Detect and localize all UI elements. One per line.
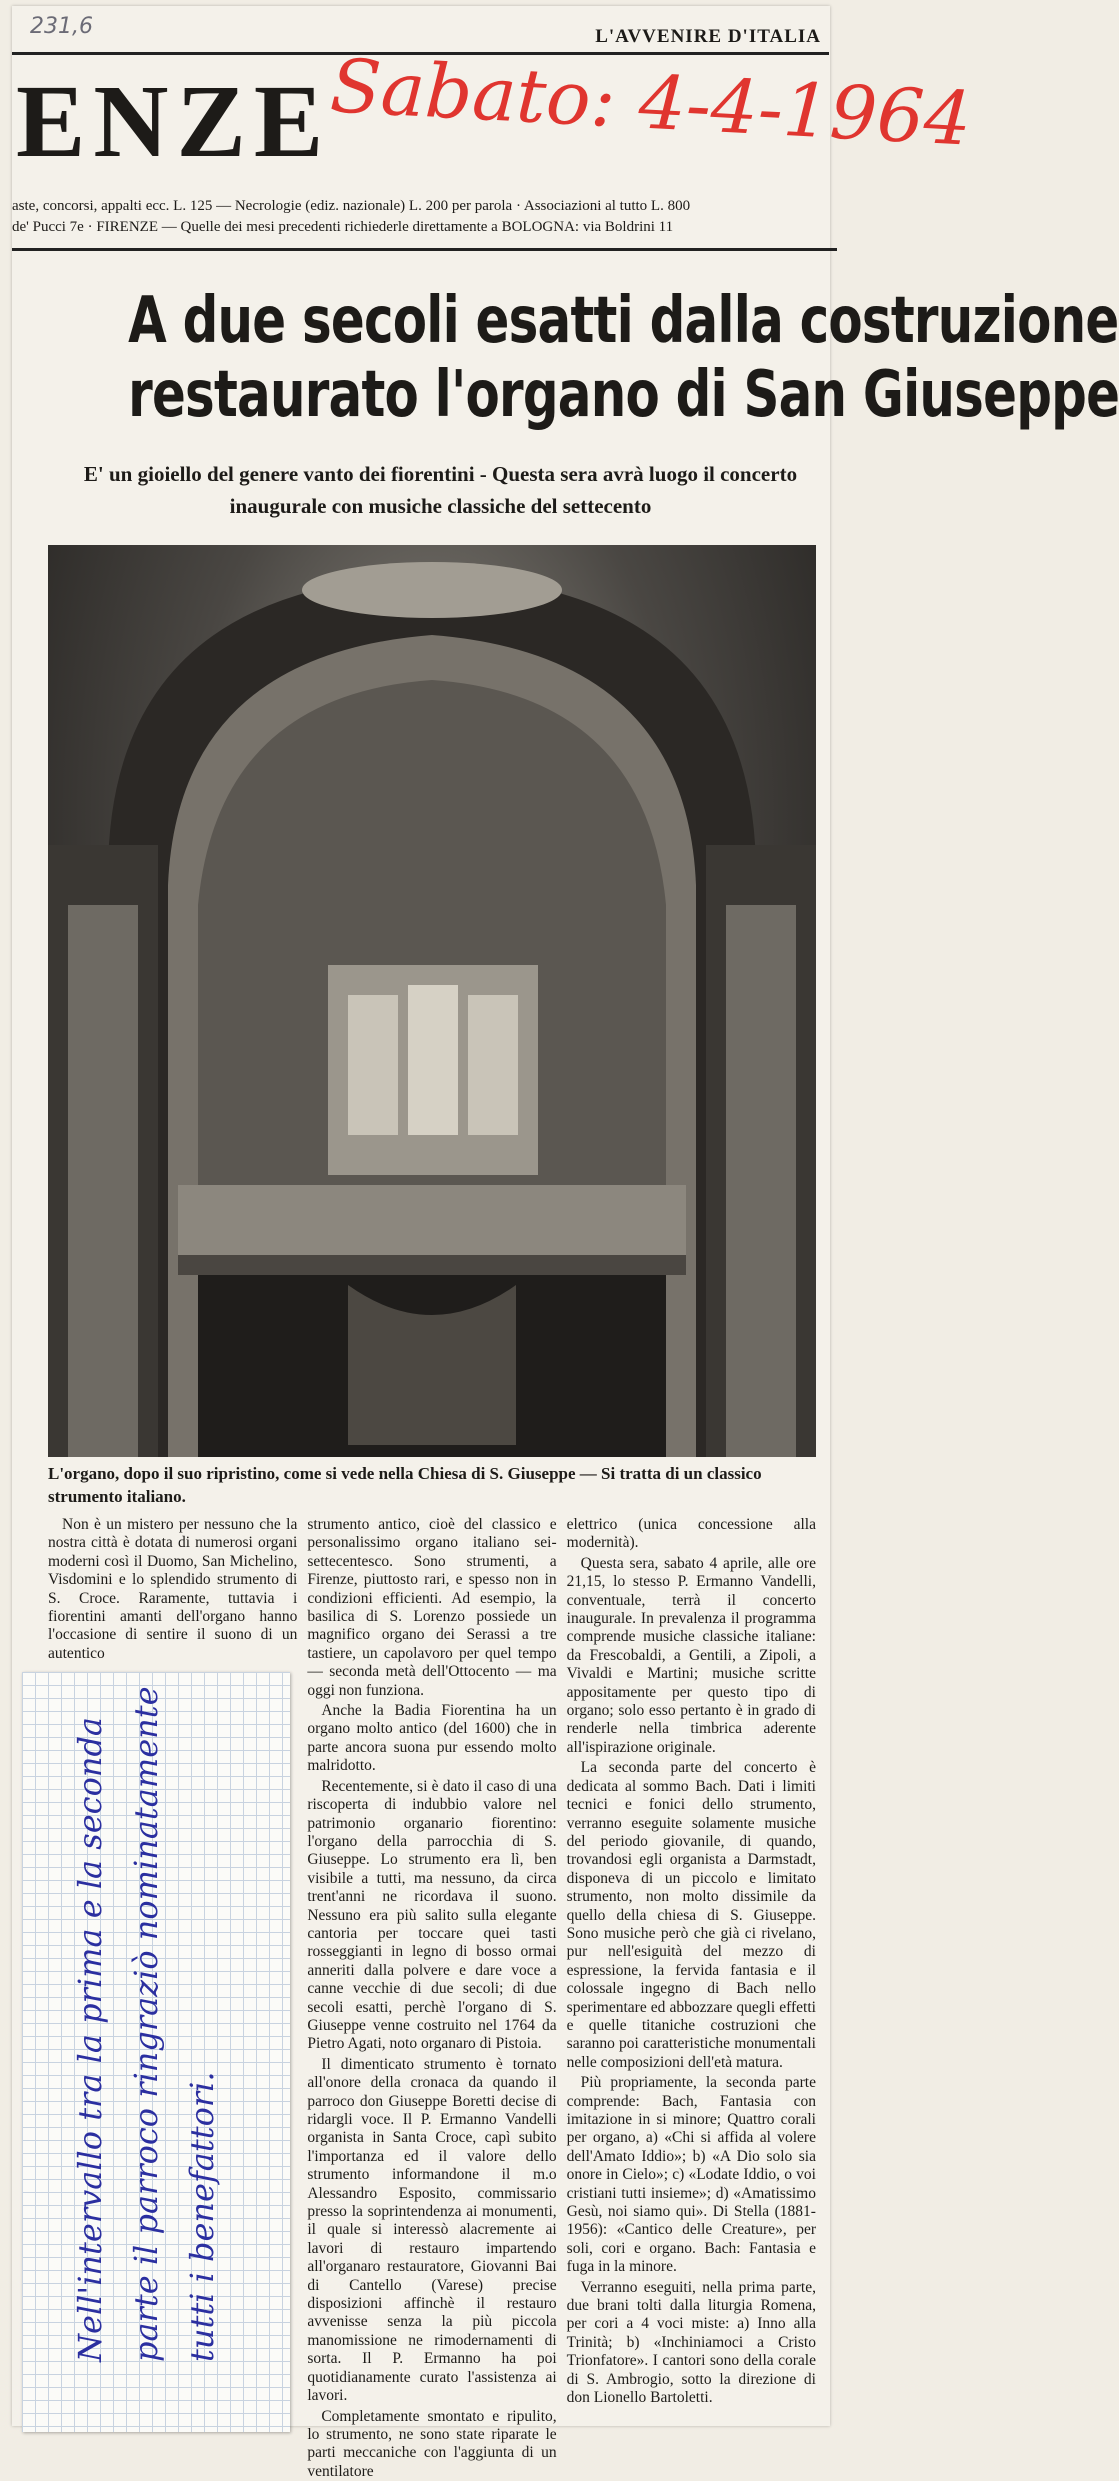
section-rule [12,248,837,251]
paragraph: Non è un mistero per nessuno che la nostra città è dotata di numerosi organi moderni così il Duomo, San Michelino, Visdomini e lo splendido strumento di S. Croce. Raramente, tuttavia i fiorentini amanti dell'organo hanno l'occasione di sentire il suono di un autentico [48,1516,297,1663]
headline [128,284,753,432]
paragraph: Più propriamente, la seconda parte comprende: Bach, Fantasia con imitazione in si minore; Quattro corali per organo, a) «Chi si affida al volere dell'Amato Iddio»; b) «A Dio solo sia onore in Cielo»; c) «Lodate Iddio, o voi cristiani tutti insieme»; d) «Amatissimo Gesù, noi siamo qui». Di Stella (1881-1956): «Cantico delle Creature», per soli, cori e organo. Bach: Fantasia e fuga in la minore. [567,2074,816,2276]
handwritten-date: Sabato: 4-4-1964 [328,43,973,162]
photo-caption: L'organo, dopo il suo ripristino, come si vede nella Chiesa di S. Giuseppe — Si tratta di un classico strumento italiano. [48,1462,816,1508]
notice-block [12,196,837,238]
notice-line: de' Pucci 7e · FIRENZE — Quelle dei mesi precedenti richiederle direttamente a BOLOGNA: via Boldrini 11 [12,217,837,238]
subheadline: E' un gioiello del genere vanto dei fiorentini - Questa sera avrà luogo il concerto inaugurale con musiche classiche del settecento [60,458,821,522]
paragraph: Questa sera, sabato 4 aprile, alle ore 21,15, lo stesso P. Ermanno Vandelli, conventuale, terrà il concerto inaugurale. In prevalenza il programma comprende musiche classiche italiane: da Frescobaldi, a Gentili, a Zipoli, a Vivaldi e Martini; musiche scritte appositamente per questo tipo di organo; solo esso pertanto è in grado di renderle nella timbrica aderente all'ispirazione originale. [567,1555,816,1757]
archive-number: 231,6 [30,14,93,39]
column-3 [567,1516,816,2421]
handwritten-note: Nell'intervallo tra la prima e la seconda parte il parroco ringraziò nominatamente tutti i benefattori. [62,1662,230,2362]
newspaper-name: L'AVVENIRE D'ITALIA [595,26,821,48]
paragraph: Verranno eseguiti, nella prima parte, due brani tolti dalla liturgia Romena, per cori a 4 voci miste: a) Inno alla Trinità; b) «Inchiniamoci a Cristo Trionfatore». I cantori sono della corale di S. Ambrogio, sotto la direzione di don Lionello Bartoletti. [567,2279,816,2408]
paragraph: Completamente smontato e ripulito, lo strumento, ne sono state riparate le parti meccaniche con l'aggiunta di un ventilatore [307,2408,556,2481]
paragraph: Anche la Badia Fiorentina ha un organo molto antico (del 1600) che in parte ancora suona pur essendo molto malridotto. [307,1702,556,1776]
notice-line: aste, concorsi, appalti ecc. L. 125 — Necrologie (ediz. nazionale) L. 200 per parola · Associazioni al tutto L. 800 [12,196,837,217]
city-banner: ENZE [16,70,331,174]
paragraph: elettrico (unica concessione alla modernità). [567,1516,816,1553]
organ-photo-illustration [48,545,816,1457]
paragraph: La seconda parte del concerto è dedicata al sommo Bach. Dati i limiti tecnici e fonici dello strumento, verranno eseguite solamente musiche del periodo giovanile, di quando, trovandosi egli organista a Darmstadt, disponeva di un piccolo e limitato strumento, non molto dissimile da quello della chiesa di S. Giuseppe. Sono musiche però che già ci rivelano, pur nell'esiguità del mezzo di espressione, la fervida fantasia e il colossale ingegno di Bach nello sperimentare ed abbozzare quegli effetti e quelle titaniche costruzioni che saranno poi caratteristiche monumentali nelle composizioni dell'età matura. [567,1759,816,2072]
column-2 [307,1516,556,2421]
handwritten-note-paper [22,1672,290,2432]
paragraph: Recentemente, si è dato il caso di una riscoperta di indubbio valore nel patrimonio organario fiorentino: l'organo della parrocchia di S. Giuseppe. Lo strumento era lì, ben visibile a tutti, ma nessuno, da circa trent'anni ne ricordava il suono. Nessuno era più salito sulla elegante cantoria per toccare quei tasti rosseggianti in legno di bosso ormai anneriti dalla polvere e dare voce a canne vecchie di due secoli; di due secoli esatti, perchè l'organo di S. Giuseppe venne costruito nel 1764 da Pietro Agati, noto organaro di Pistoia. [307,1778,556,2054]
headline-line: A due secoli esatti dalla costruzione [128,284,753,358]
paragraph: Il dimenticato strumento è tornato all'onore della cronaca da quando il parroco don Giuseppe Boretti decise di ridargli voce. Il P. Ermanno Vandelli organista in Santa Croce, capì subito l'importanza ed il valore dello strumento informandone il m.o Alessandro Esposito, commissario presso la soprintendenza ai monumenti, il quale si interessò alacremente ai lavori di restauro impartendo all'organaro restauratore, Giovanni Bai di Cantello (Varese) precise disposizioni affinchè il restauro avvenisse senza la più piccola manomissione ne rimodernamenti di sorta. Il P. Ermanno ha poi quotidianamente curato l'assistenza ai lavori. [307,2056,556,2406]
paragraph: strumento antico, cioè del classico e personalissimo organo italiano sei-settecentesco. Sono strumenti, a Firenze, piuttosto rari, e spesso non in condizioni efficienti. Ad esempio, la basilica di S. Lorenzo possiede un magnifico organo dei Serassi a tre tastiere, un capolavoro per quel tempo — seconda metà dell'Ottocento — ma oggi non funziona. [307,1516,556,1700]
headline-line: restaurato l'organo di San Giuseppe [128,358,753,432]
organ-photo [48,545,816,1457]
